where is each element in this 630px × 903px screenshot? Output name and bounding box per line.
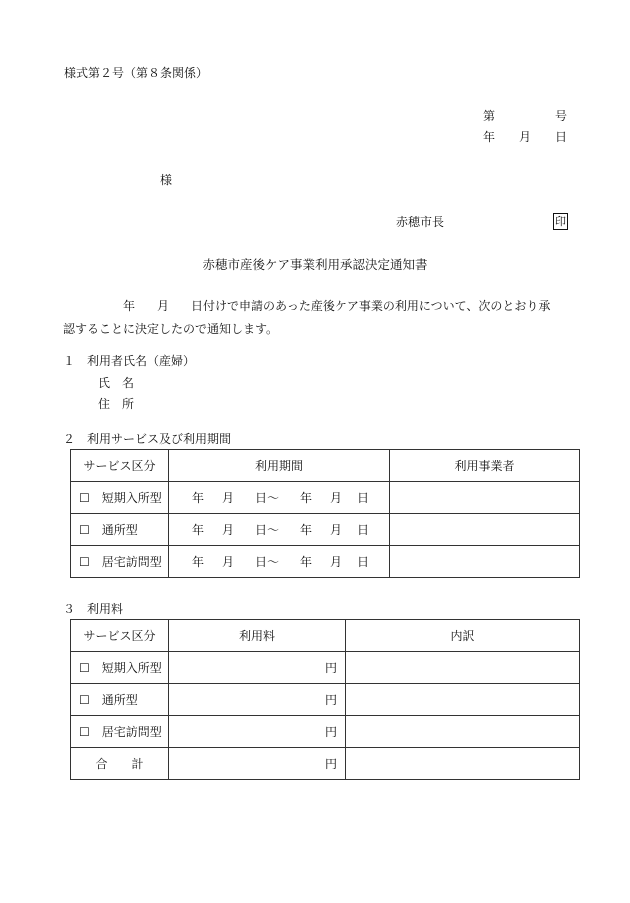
service-cell	[71, 514, 169, 546]
number-suffix: 号	[554, 109, 567, 123]
period-year-start: 年	[191, 491, 204, 505]
provider-cell[interactable]	[390, 514, 580, 546]
service-cell	[71, 652, 169, 684]
period-year-end: 年	[299, 491, 312, 505]
provider-cell[interactable]	[390, 546, 580, 578]
breakdown-cell[interactable]	[346, 716, 580, 748]
document-title: 赤穂市産後ケア事業利用承認決定通知書	[202, 257, 428, 272]
issue-date	[483, 131, 567, 143]
column-header: 利用事業者	[390, 450, 580, 482]
column-header: 利用期間	[169, 450, 390, 482]
period-year-end: 年	[299, 523, 312, 537]
section-1-heading: １ 利用者氏名（産婦）	[63, 354, 196, 368]
service-period-table	[70, 449, 580, 578]
service-label: 短期入所型	[101, 661, 162, 675]
service-cell	[71, 684, 169, 716]
period-month-end: 月	[329, 491, 342, 505]
table-row	[71, 514, 580, 546]
checkbox-icon[interactable]: ☐	[79, 491, 90, 505]
period-month-end: 月	[329, 523, 342, 537]
table-header-row	[71, 450, 580, 482]
seal-mark: 印	[555, 215, 566, 228]
date-day: 日	[554, 130, 567, 144]
body-month: 月	[157, 299, 170, 313]
provider-cell[interactable]	[390, 482, 580, 514]
table-header-row	[71, 620, 580, 652]
period-year-start: 年	[191, 555, 204, 569]
period-month-start: 月	[221, 523, 234, 537]
checkbox-icon[interactable]: ☐	[79, 523, 90, 537]
service-label: 通所型	[101, 523, 138, 537]
column-header: 内訳	[346, 620, 580, 652]
table-row	[71, 652, 580, 684]
column-header: サービス区分	[71, 450, 169, 482]
table-row	[71, 716, 580, 748]
body-line-2: 認することに決定したので通知します。	[63, 322, 279, 336]
period-year-start: 年	[191, 523, 204, 537]
body-line-1	[63, 300, 550, 312]
service-cell	[71, 716, 169, 748]
column-header: サービス区分	[71, 620, 169, 652]
document-number	[483, 110, 567, 122]
period-month-start: 月	[221, 555, 234, 569]
breakdown-cell[interactable]	[346, 652, 580, 684]
service-label: 居宅訪問型	[101, 555, 162, 569]
body-line1-rest: 日付けで申請のあった産後ケア事業の利用について、次のとおり承	[191, 299, 551, 313]
period-day-start: 日～	[254, 523, 279, 537]
period-day-end: 日	[356, 491, 369, 505]
total-row	[71, 748, 580, 780]
section-2-heading: ２ 利用サービス及び利用期間	[63, 432, 232, 446]
total-fee-cell[interactable]: 円	[169, 748, 346, 780]
total-label: 合 計	[71, 748, 169, 780]
body-year: 年	[123, 299, 136, 313]
checkbox-icon[interactable]: ☐	[79, 725, 90, 739]
date-year: 年	[483, 130, 496, 144]
name-label: 氏 名	[98, 376, 135, 390]
service-label: 居宅訪問型	[101, 725, 162, 739]
breakdown-cell[interactable]	[346, 748, 580, 780]
checkbox-icon[interactable]: ☐	[79, 555, 90, 569]
service-cell	[71, 482, 169, 514]
period-year-end: 年	[299, 555, 312, 569]
fee-cell[interactable]: 円	[169, 652, 346, 684]
period-day-start: 日～	[254, 555, 279, 569]
period-month-start: 月	[221, 491, 234, 505]
fee-table	[70, 619, 580, 780]
section-3-heading: ３ 利用料	[63, 602, 124, 616]
period-month-end: 月	[329, 555, 342, 569]
period-day-end: 日	[356, 555, 369, 569]
addressee-suffix: 様	[160, 173, 173, 187]
service-cell	[71, 546, 169, 578]
form-number: 様式第２号（第８条関係）	[64, 66, 209, 80]
checkbox-icon[interactable]: ☐	[79, 661, 90, 675]
period-cell	[169, 546, 390, 578]
table-row	[71, 482, 580, 514]
issuer: 赤穂市長	[396, 215, 445, 229]
date-month: 月	[518, 130, 531, 144]
period-cell	[169, 482, 390, 514]
table-row	[71, 546, 580, 578]
address-label: 住 所	[98, 397, 135, 411]
fee-cell[interactable]: 円	[169, 684, 346, 716]
checkbox-icon[interactable]: ☐	[79, 693, 90, 707]
service-label: 短期入所型	[101, 491, 162, 505]
service-label: 通所型	[101, 693, 138, 707]
column-header: 利用料	[169, 620, 346, 652]
table-row	[71, 684, 580, 716]
fee-cell[interactable]: 円	[169, 716, 346, 748]
number-prefix: 第	[483, 109, 496, 123]
period-day-end: 日	[356, 523, 369, 537]
period-day-start: 日～	[254, 491, 279, 505]
period-cell	[169, 514, 390, 546]
breakdown-cell[interactable]	[346, 684, 580, 716]
